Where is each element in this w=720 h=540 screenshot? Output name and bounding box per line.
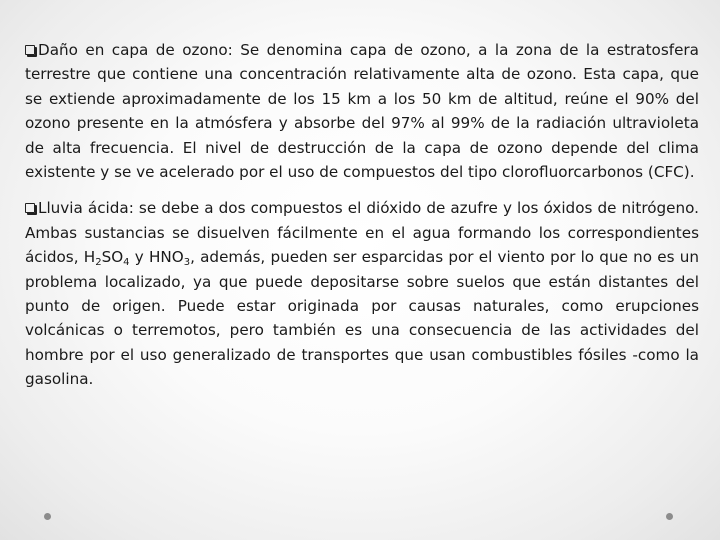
slide-content (25, 38, 699, 392)
acid-rain-text-4: , además, pueden ser esparcidas por el viento por lo que no es un problema localizado, ya que puede depositarse sobre suelos que están distantes del punto de origen. Puede estar originada por causas naturales, como erupciones volcánicas o terremotos, pero también es una consecuencia de las actividades del hombre por el uso generalizado de transportes que usan combustibles fósiles -como la gasolina. (25, 248, 699, 389)
acid-rain-text-2: SO (101, 248, 124, 267)
subscript-4: 4 (123, 257, 130, 269)
acid-rain-text-1: Lluvia ácida: se debe a dos compuestos el dióxido de azufre y los óxidos de nitrógeno. Ambas sustancias se disuelven fácilmente en el agua formando los correspondientes ácidos, H (25, 199, 699, 267)
square-bullet-icon (25, 203, 35, 213)
acid-rain-text-3: y HNO (129, 248, 184, 267)
left-dot-icon (44, 513, 51, 520)
subscript-3: 3 (183, 257, 191, 269)
ozone-text: Daño en capa de ozono: Se denomina capa de ozono, a la zona de la estratosfera terrestre que contiene una concentración relativamente alta de ozono. Esta capa, que se extiende aproximadamente de los 15 km a los 50 km de altitud, reúne el 90% del ozono presente en la atmósfera y absorbe del 97% al 99% de la radiación ultravioleta de alta frecuencia. El nivel de destrucción de la capa de ozono depende del clima existente y se ve acelerado por el uso de compuestos del tipo clorofluorcarbonos (CFC). (25, 41, 699, 182)
acid-rain-paragraph (25, 196, 699, 391)
square-bullet-icon (25, 45, 35, 55)
subscript-2: 2 (95, 257, 102, 269)
right-dot-icon (666, 513, 673, 520)
ozone-paragraph (25, 38, 699, 184)
